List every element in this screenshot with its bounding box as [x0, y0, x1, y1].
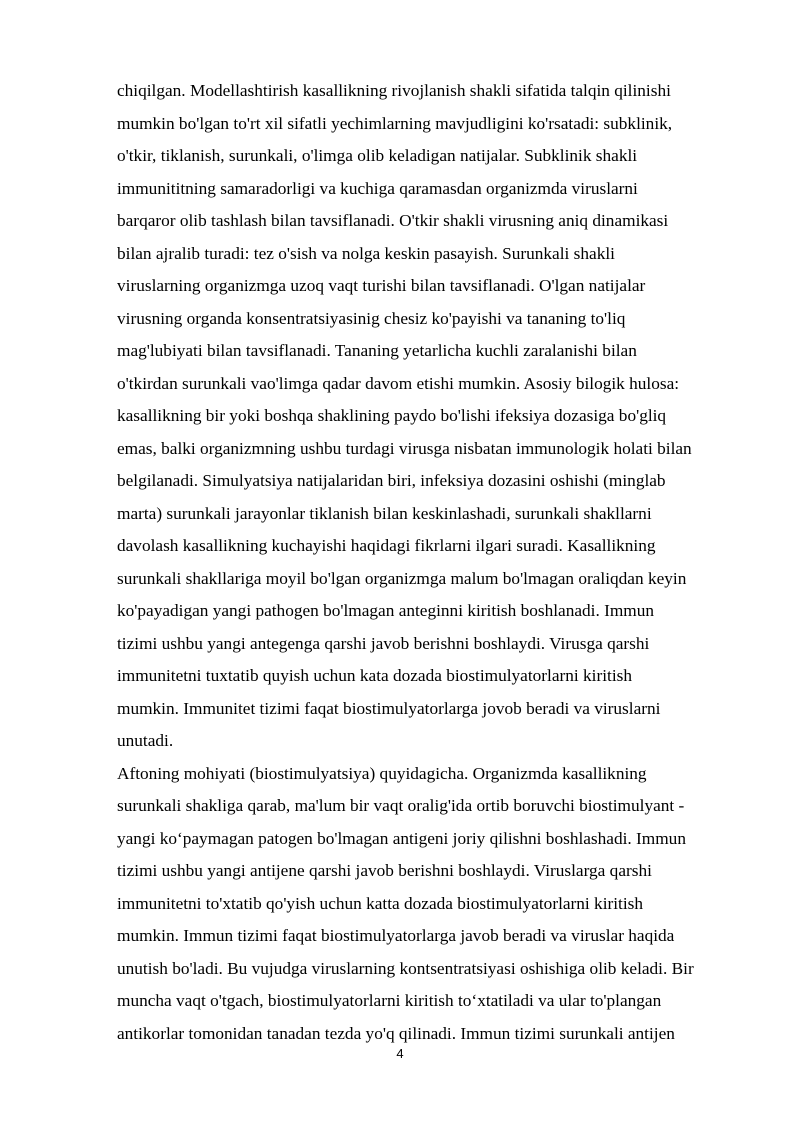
text-line: marta) surunkali jarayonlar tiklanish bilan keskinlashadi, surunkali shakllarni [117, 503, 652, 523]
text-line: unutadi. [117, 731, 174, 750]
text-line: tizimi ushbu yangi antijene qarshi javob berishni boshlaydi. Viruslarga qarshi [117, 861, 652, 880]
text-line: virusning organda konsentratsiyasinig chesiz ko'payishi va tananing to'liq [117, 308, 626, 328]
text-line: immunititning samaradorligi va kuchiga qaramasdan organizmda viruslarni [117, 178, 638, 198]
text-line: belgilanadi. Simulyatsiya natijalaridan biri, infeksiya dozasini oshishi (minglab [117, 471, 666, 490]
text-line: ko'payadigan yangi pathogen bo'lmagan anteginni kiritish boshlanadi. Immun [117, 601, 655, 620]
text-line: o'tkirdan surunkali vao'limga qadar davom etishi mumkin. Asosiy bilogik hulosa: [117, 373, 680, 393]
text-line: bilan ajralib turadi: tez o'sish va nolga keskin pasayish. Surunkali shakli [117, 243, 615, 263]
text-line: mumkin bo'lgan to'rt xil sifatli yechimlarning mavjudligini ko'rsatadi: subklinik, [117, 113, 673, 133]
page-number: 4 [396, 1046, 404, 1061]
text-line: immunitetni to'xtatib qo'yish uchun katta dozada biostimulyatorlarni kiritish [117, 893, 644, 913]
text-line: immunitetni tuxtatib quyish uchun kata dozada biostimulyatorlarni kiritish [117, 666, 632, 685]
text-line: barqaror olib tashlash bilan tavsiflanadi. O'tkir shakli virusning aniq dinamikasi [117, 211, 669, 230]
text-line: Aftoning mohiyati (biostimulyatsiya) quyidagicha. Organizmda kasallikning [117, 763, 647, 783]
body-text [117, 75, 757, 1050]
text-line: muncha vaqt o'tgach, biostimulyatorlarni kiritish to‘xtatiladi va ular to'plangan [117, 991, 662, 1010]
text-line: viruslarning organizmga uzoq vaqt turishi bilan tavsiflanadi. O'lgan natijalar [117, 276, 646, 295]
text-line: antikorlar tomonidan tanadan tezda yo'q qilinadi. Immun tizimi surunkali antijen [117, 1023, 675, 1043]
text-line: surunkali shakliga qarab, ma'lum bir vaqt oralig'ida ortib boruvchi biostimulyant - [117, 796, 685, 815]
text-line: mumkin. Immunitet tizimi faqat biostimulyatorlarga jovob beradi va viruslarni [117, 698, 661, 718]
text-line: emas, balki organizmning ushbu turdagi virusga nisbatan immunologik holati bilan [117, 438, 692, 458]
text-line: yangi ko‘paymagan patogen bo'lmagan antigeni joriy qilishni boshlashadi. Immun [117, 828, 686, 848]
text-line: mag'lubiyati bilan tavsiflanadi. Tananing yetarlicha kuchli zaralanishi bilan [117, 341, 637, 360]
text-line: mumkin. Immun tizimi faqat biostimulyatorlarga javob beradi va viruslar haqida [117, 926, 675, 945]
text-line: kasallikning bir yoki boshqa shaklining paydo bo'lishi ifeksiya dozasiga bo'gliq [117, 406, 667, 425]
text-line: unutish bo'ladi. Bu vujudga viruslarning kontsentratsiyasi oshishiga olib keladi. Bir [117, 958, 694, 978]
text-line: davolash kasallikning kuchayishi haqidagi fikrlarni ilgari suradi. Kasallikning [117, 536, 656, 555]
text-line: chiqilgan. Modellashtirish kasallikning rivojlanish shakli sifatida talqin qilinishi [117, 81, 671, 100]
text-line: tizimi ushbu yangi antegenga qarshi javob berishni boshlaydi. Virusga qarshi [117, 633, 650, 653]
text-line: surunkali shakllariga moyil bo'lgan organizmga malum bo'lmagan oraliqdan keyin [117, 568, 687, 588]
text-line: o'tkir, tiklanish, surunkali, o'limga olib keladigan natijalar. Subklinik shakli [117, 146, 638, 165]
